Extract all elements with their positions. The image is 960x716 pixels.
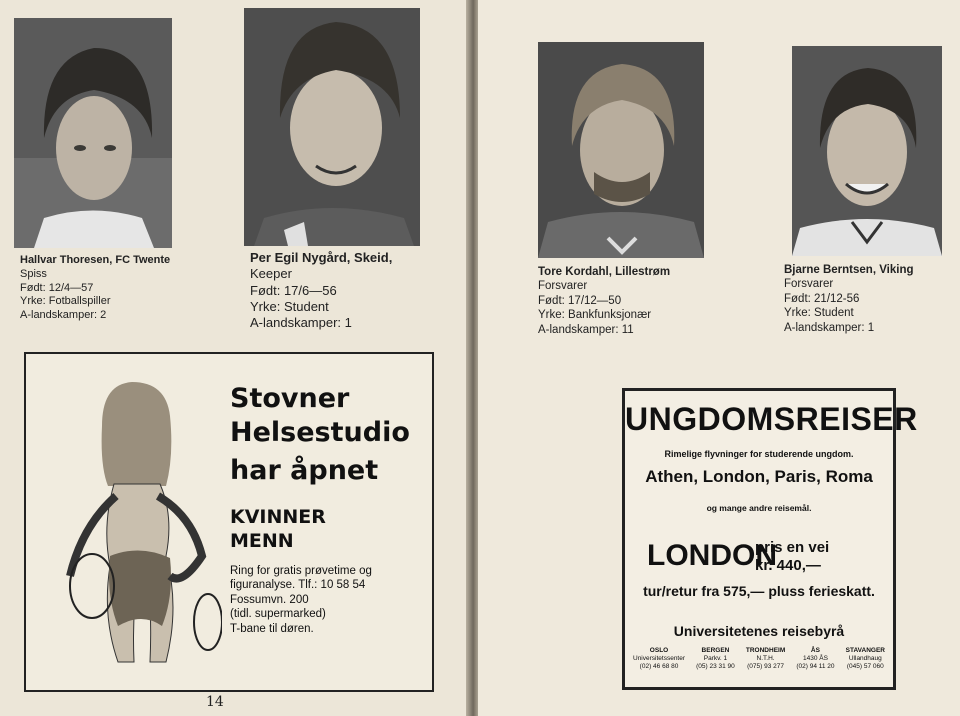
office-phone: (05) 23 31 90 [696, 663, 735, 671]
ad-info-line: Ring for gratis prøvetime og [230, 565, 372, 577]
office-entry [796, 647, 834, 671]
page-number: 14 [206, 694, 224, 710]
office-entry [696, 647, 735, 671]
player-job: Yrke: Bankfunksjonær [538, 309, 652, 322]
ad-contact-info [230, 564, 372, 636]
player-position: Forsvarer [538, 280, 588, 293]
office-city: TRONDHEIM [745, 647, 786, 654]
ad-info-line: figuranalyse. Tlf.: 10 58 54 [230, 579, 366, 592]
player-caps: A-landskamper: 11 [538, 323, 634, 336]
stovner-helsestudio-ad [24, 352, 434, 692]
woman-illustration [62, 376, 222, 666]
office-place: 1430 ÅS [802, 655, 828, 663]
office-entry [633, 647, 685, 671]
ad-price-block [755, 539, 829, 575]
ad-audience-men: MENN [230, 530, 294, 552]
ungdomsreiser-ad [622, 388, 918, 690]
ad-return-price: tur/retur fra 575,— pluss ferieskatt. [643, 583, 875, 599]
office-phone: (02) 94 11 20 [796, 663, 835, 671]
office-phone: (075) 93 277 [747, 663, 784, 671]
ad-info-line: (tidl. supermarked) [230, 608, 326, 621]
player-born: Født: 17/6—56 [250, 282, 337, 298]
player-position: Keeper [250, 266, 292, 282]
player-born: Født: 17/12—50 [538, 294, 622, 307]
player-photo-kordahl [538, 42, 704, 258]
office-place: Parkv. 1 [703, 655, 728, 663]
player-born: Født: 21/12-56 [784, 292, 860, 305]
player-job: Yrke: Fotballspiller [20, 295, 111, 308]
player-caps: A-landskamper: 1 [784, 321, 875, 334]
player-born: Født: 12/4—57 [20, 281, 94, 294]
office-city: STAVANGER [845, 647, 885, 654]
player-caption-kordahl [538, 265, 670, 337]
player-position: Forsvarer [784, 278, 834, 291]
office-phone: (045) 57 060 [846, 663, 884, 671]
player-caption-nygard [250, 250, 392, 331]
office-place: N.T.H. [756, 655, 775, 663]
ad-price-line: kr. 440,— [755, 557, 821, 574]
player-job: Yrke: Student [250, 298, 329, 314]
left-page [0, 0, 470, 716]
ad-headline-2: Helsestudio [230, 417, 410, 448]
player-name: Bjarne Berntsen, Viking [784, 264, 914, 276]
ad-tagline: Rimelige flyvninger for studerende ungdom. [664, 449, 854, 459]
ad-audience-women: KVINNER [230, 506, 326, 528]
office-entry [846, 647, 885, 671]
office-entry [746, 647, 785, 671]
office-place: Ullandhaug [848, 655, 882, 663]
ad-office-list [633, 647, 885, 671]
office-phone: (02) 46 68 80 [639, 663, 679, 671]
office-city: OSLO [649, 647, 669, 654]
ad-london-label: LONDON [647, 539, 777, 572]
ad-other-destinations: og mange andre reisemål. [706, 503, 812, 513]
player-caps: A-landskamper: 1 [250, 315, 352, 330]
ad-headline-3: har åpnet [230, 455, 379, 486]
player-photo-thoresen [14, 18, 172, 248]
player-name: Per Egil Nygård, Skeid, [250, 250, 393, 265]
office-place: Universitetssenter [633, 655, 686, 663]
ad-info-line: Fossumvn. 200 [230, 593, 309, 606]
player-job: Yrke: Student [784, 307, 854, 320]
player-position: Spiss [20, 267, 47, 280]
player-caption-thoresen [20, 254, 170, 323]
ad-info-line: T-bane til døren. [230, 622, 314, 635]
player-caption-berntsen [784, 263, 914, 335]
office-city: BERGEN [701, 647, 730, 654]
player-photo-nygard [244, 8, 420, 246]
player-photo-berntsen [792, 46, 942, 256]
right-page [478, 0, 960, 716]
ad-cities: Athen, London, Paris, Roma [645, 467, 873, 486]
office-city: ÅS [810, 647, 820, 654]
ad-title: UNGDOMSREISER [625, 401, 918, 437]
player-caps: A-landskamper: 2 [20, 309, 107, 321]
player-name: Hallvar Thoresen, FC Twente [20, 254, 171, 266]
ad-price-line: pris en vei [755, 539, 830, 556]
ad-headline-1: Stovner [230, 383, 350, 414]
player-name: Tore Kordahl, Lillestrøm [538, 266, 671, 278]
ad-agency-name: Universitetenes reisebyrå [673, 623, 845, 639]
